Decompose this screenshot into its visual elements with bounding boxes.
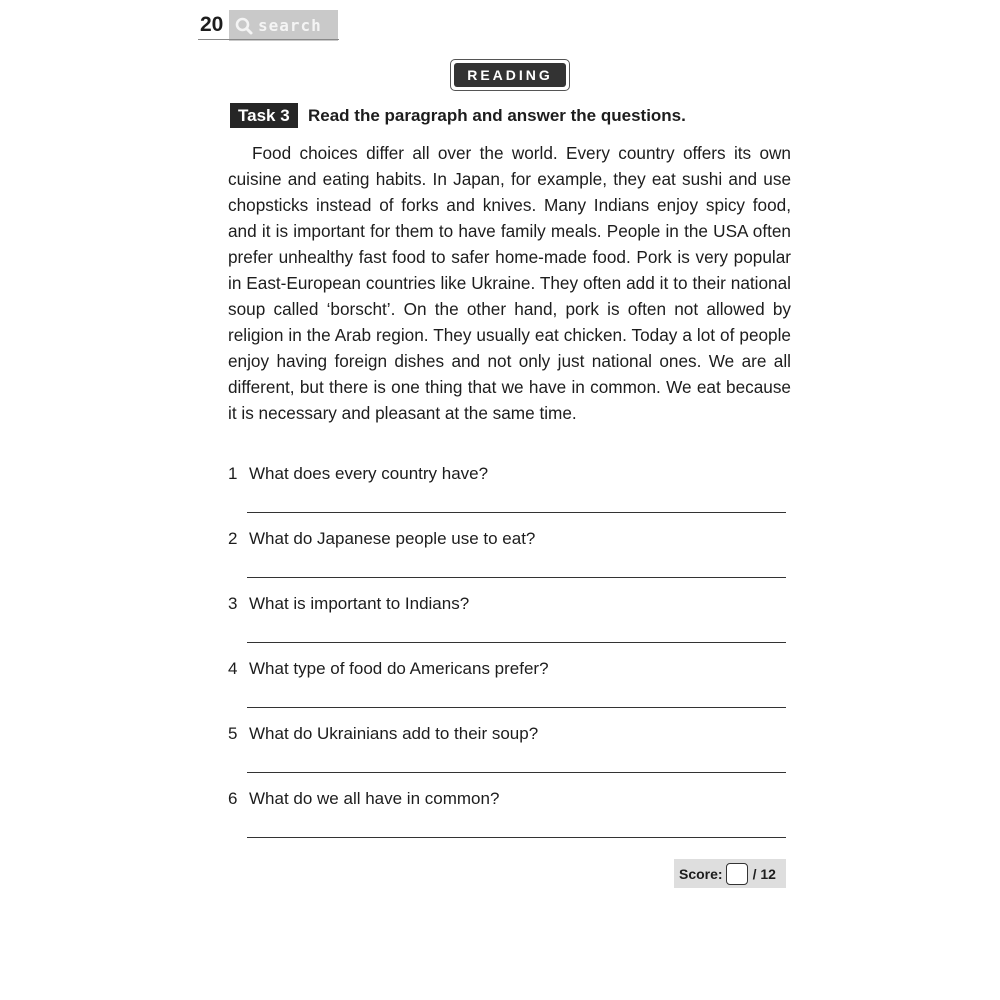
question-text: What type of food do Americans prefer?	[249, 659, 549, 678]
question-number: 5	[228, 724, 238, 743]
question-item	[228, 592, 788, 652]
magnifier-icon	[234, 16, 254, 36]
score-label: Score:	[679, 865, 723, 882]
question-number: 3	[228, 594, 238, 613]
header-rule	[198, 39, 339, 40]
question-number: 4	[228, 659, 238, 678]
answer-line[interactable]	[247, 642, 786, 643]
score-total: / 12	[752, 865, 776, 882]
question-number: 2	[228, 529, 238, 548]
answer-line[interactable]	[247, 707, 786, 708]
question-item	[228, 462, 788, 522]
page-number: 20	[200, 13, 224, 36]
section-label-text: READING	[454, 63, 566, 87]
question-text: What does every country have?	[249, 464, 489, 483]
brand-logo	[229, 10, 338, 41]
question-number: 6	[228, 789, 238, 808]
question-text: What do Japanese people use to eat?	[249, 529, 536, 548]
question-text: What do we all have in common?	[249, 789, 500, 808]
score-box[interactable]	[726, 863, 748, 885]
question-item	[228, 657, 788, 717]
question-number: 1	[228, 464, 238, 483]
answer-line[interactable]	[247, 837, 786, 838]
reading-passage: Food choices differ all over the world. Every country offers its own cuisine and eating habits. In Japan, for example, they eat sushi and use chopsticks instead of forks and knives. Many Indians enjoy spicy food, and it is important for them to have family meals. People in the USA often prefer unhealthy fast food to safer home-made food. Pork is very popular in East-European countries like Ukraine. They often add it to their national soup called ‘borscht’. On the other hand, pork is often not allowed by religion in the Arab region. They usually eat chicken. Today a lot of people enjoy having foreign dishes and not only just national ones. We are all different, but there is one thing that we have in common. We eat because it is necessary and pleasant at the same time.	[228, 143, 791, 423]
question-text: What is important to Indians?	[249, 594, 470, 613]
answer-line[interactable]	[247, 577, 786, 578]
question-item	[228, 787, 788, 847]
question-item	[228, 527, 788, 587]
answer-line[interactable]	[247, 512, 786, 513]
section-label	[450, 59, 570, 91]
score-panel	[674, 859, 786, 888]
question-item	[228, 722, 788, 782]
task-badge: Task 3	[230, 103, 298, 128]
answer-line[interactable]	[247, 772, 786, 773]
brand-name: search	[258, 16, 322, 35]
task-instruction: Read the paragraph and answer the questions.	[308, 106, 686, 125]
question-text: What do Ukrainians add to their soup?	[249, 724, 539, 743]
